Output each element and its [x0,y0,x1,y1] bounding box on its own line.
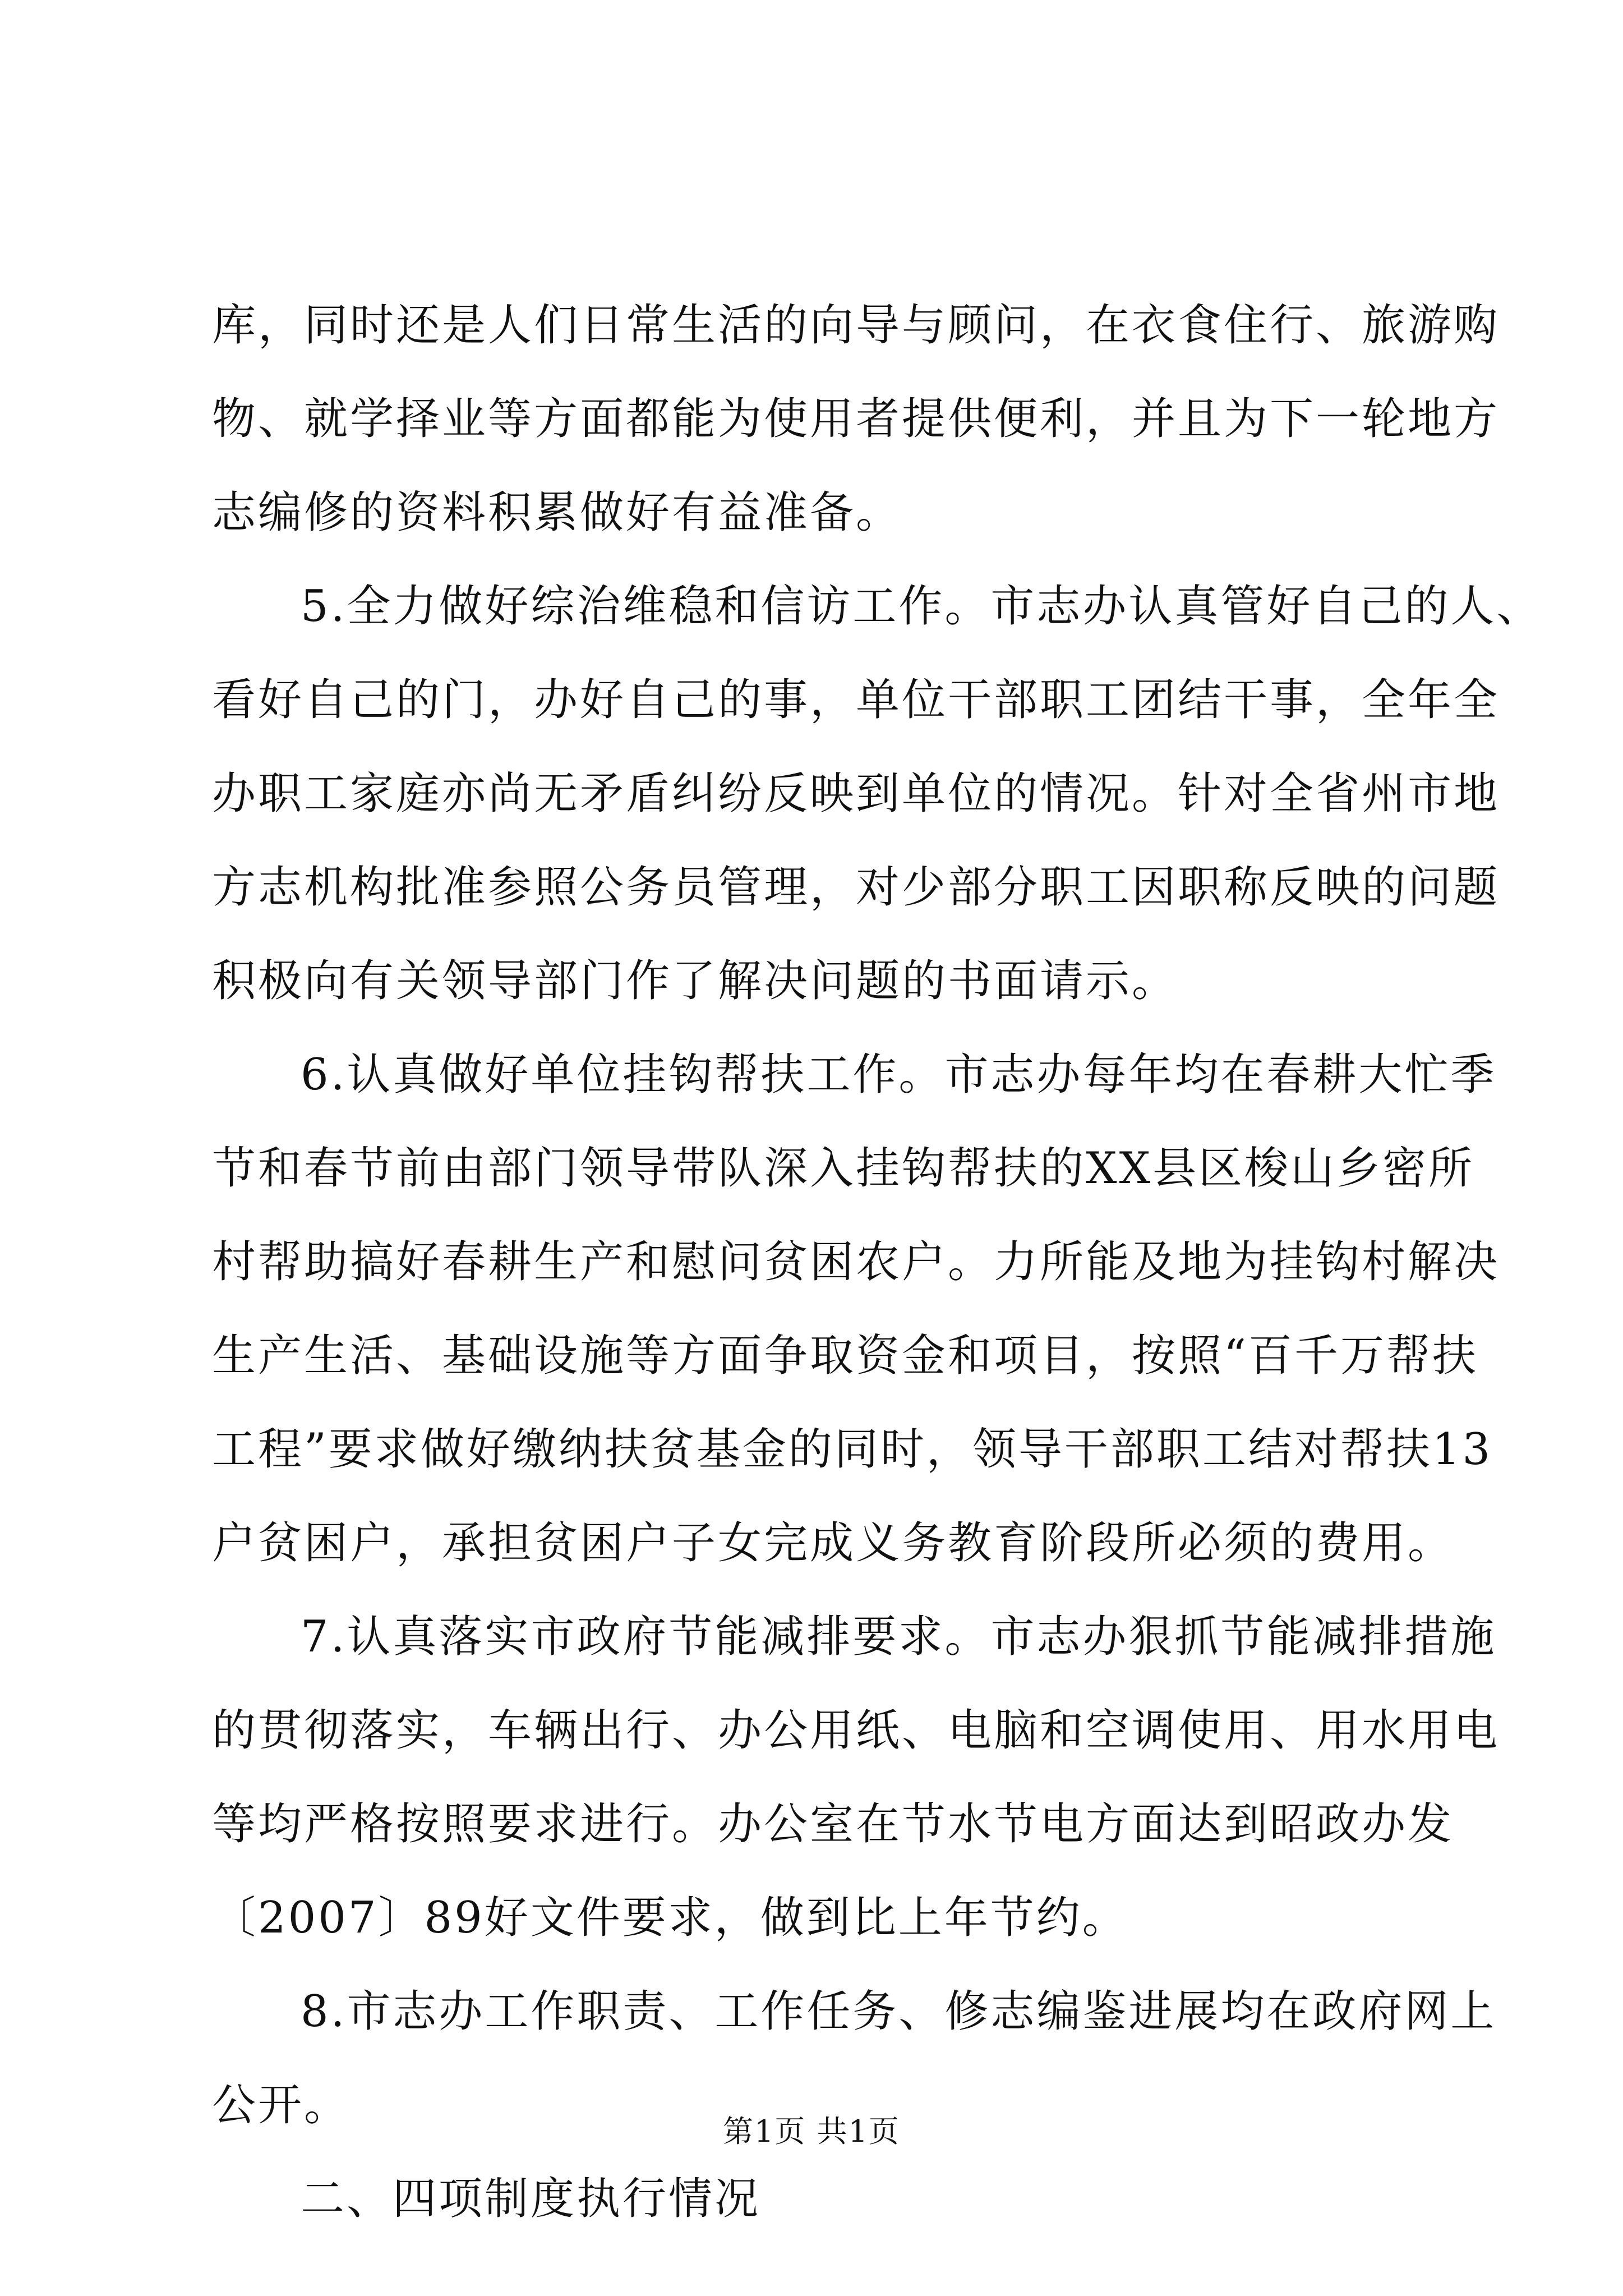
text-line: 等均严格按照要求进行。办公室在节水节电方面达到昭政办发 [212,1799,1454,1849]
text-line: 〔2007〕89好文件要求，做到比上年节约。 [212,1893,1128,1943]
text-line: 工程”要求做好缴纳扶贫基金的同时，领导干部职工结对帮扶13 [212,1424,1493,1475]
text-line: 物、就学择业等方面都能为使用者提供便利，并且为下一轮地方 [212,394,1500,444]
text-line: 的贯彻落实，车辆出行、办公用纸、电脑和空调使用、用水用电 [212,1705,1500,1756]
text-line: 方志机构批准参照公务员管理，对少部分职工因职称反映的问题 [212,862,1500,913]
text-line: 生产生活、基础设施等方面争取资金和项目，按照“百千万帮扶 [212,1331,1478,1381]
paragraph-5-start: 5.全力做好综治维稳和信访工作。市志办认真管好自己的人、 [301,581,1543,632]
text-line: 办职工家庭亦尚无矛盾纠纷反映到单位的情况。针对全省州市地 [212,769,1500,819]
page-footer: 第1页 共1页 [723,2114,900,2149]
text-line: 公开。 [212,2080,351,2131]
text-line: 库，同时还是人们日常生活的向导与顾问，在衣食住行、旅游购 [212,300,1500,351]
text-line: 看好自己的门，办好自己的事，单位干部职工团结干事，全年全 [212,675,1500,725]
paragraph-6-start: 6.认真做好单位挂钩帮扶工作。市志办每年均在春耕大忙季 [301,1050,1497,1100]
text-line: 积极向有关领导部门作了解决问题的书面请示。 [212,956,1178,1006]
paragraph-7-start: 7.认真落实市政府节能减排要求。市志办狠抓节能减排措施 [301,1612,1497,1662]
paragraph-8-start: 8.市志办工作职责、工作任务、修志编鉴进展均在政府网上 [301,1986,1497,2037]
text-line: 户贫困户，承担贫困户子女完成义务教育阶段所必须的费用。 [212,1518,1454,1568]
section-heading: 二、四项制度执行情况 [301,2174,761,2224]
text-line: 村帮助搞好春耕生产和慰问贫困农户。力所能及地为挂钩村解决 [212,1237,1500,1287]
text-line: 志编修的资料积累做好有益准备。 [212,487,902,538]
text-line: 节和春节前由部门领导带队深入挂钩帮扶的XX县区梭山乡密所 [212,1143,1475,1194]
